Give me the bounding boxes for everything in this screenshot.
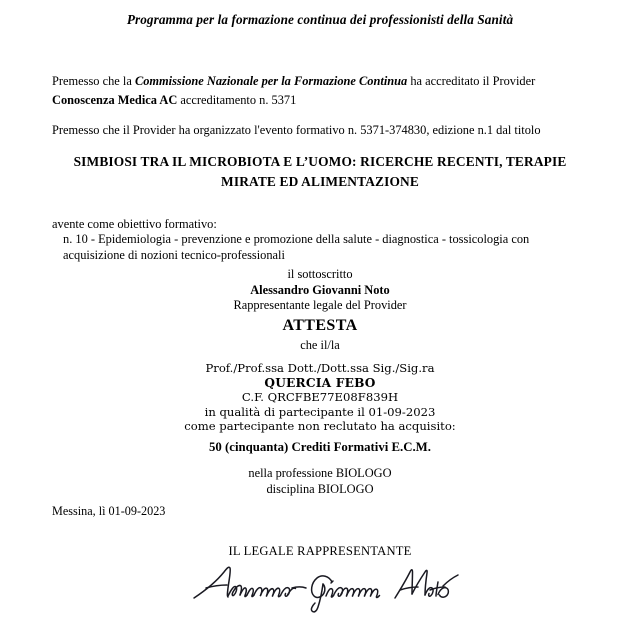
credits-awarded: 50 (cinquanta) Crediti Formativi E.C.M.	[209, 440, 431, 454]
signer-role: Rappresentante legale del Provider	[233, 298, 407, 312]
objective-line-2: acquisizione di nozioni tecnico-professionali	[63, 248, 285, 262]
place-and-date: Messina, lì 01-09-2023	[52, 504, 166, 518]
provider-name: Conoscenza Medica AC	[52, 93, 178, 107]
document-header-title: Programma per la formazione continua dei professionisti della Sanità	[126, 12, 514, 27]
objective-line-1: n. 10 - Epidemiologia - prevenzione e promozione della salute - diagnostica - tossicologia con	[63, 232, 530, 246]
objective-label: avente come obiettivo formativo:	[52, 217, 217, 231]
participant-name: QUERCIA FEBO	[264, 375, 376, 390]
signature-image	[186, 558, 466, 616]
premise-part-3: accreditamento n. 5371	[177, 93, 297, 107]
legal-representative-label: IL LEGALE RAPPRESENTANTE	[228, 544, 412, 558]
premise-part-2: ha accreditato il Provider	[407, 74, 536, 88]
signer-intro: il sottoscritto	[287, 267, 353, 281]
participant-role-line: in qualità di partecipante il 01-09-2023	[204, 404, 436, 419]
profession-line: nella professione BIOLOGO	[248, 466, 392, 480]
commission-name: Commissione Nazionale per la Formazione Continua	[134, 74, 408, 88]
handwritten-signature-icon	[186, 558, 466, 616]
discipline-line: disciplina BIOLOGO	[266, 481, 374, 496]
participant-recruitment-line: come partecipante non reclutato ha acquisito:	[184, 419, 456, 434]
attesta-subheading: che il/la	[300, 338, 340, 352]
premise-part-1: Premesso che la	[52, 74, 135, 88]
premise-accreditation-paragraph	[52, 72, 592, 110]
attesta-heading: ATTESTA	[282, 317, 358, 334]
participant-titles: Prof./Prof.ssa Dott./Dott.ssa Sig./Sig.ra	[205, 361, 435, 375]
signer-name: Alessandro Giovanni Noto	[250, 282, 390, 297]
premise-event-paragraph: Premesso che il Provider ha organizzato l'evento formativo n. 5371-374830, edizione n.1 dal titolo	[52, 123, 541, 137]
profession-block	[0, 466, 640, 497]
event-title: SIMBIOSI TRA IL MICROBIOTA E L’UOMO: RICERCHE RECENTI, TERAPIE MIRATE ED ALIMENTAZIONE	[73, 154, 567, 189]
objective-text	[63, 231, 579, 263]
participant-fiscal-code: C.F. QRCFBE77E08F839H	[241, 390, 399, 405]
participant-block	[0, 361, 640, 434]
signer-block	[0, 267, 640, 314]
